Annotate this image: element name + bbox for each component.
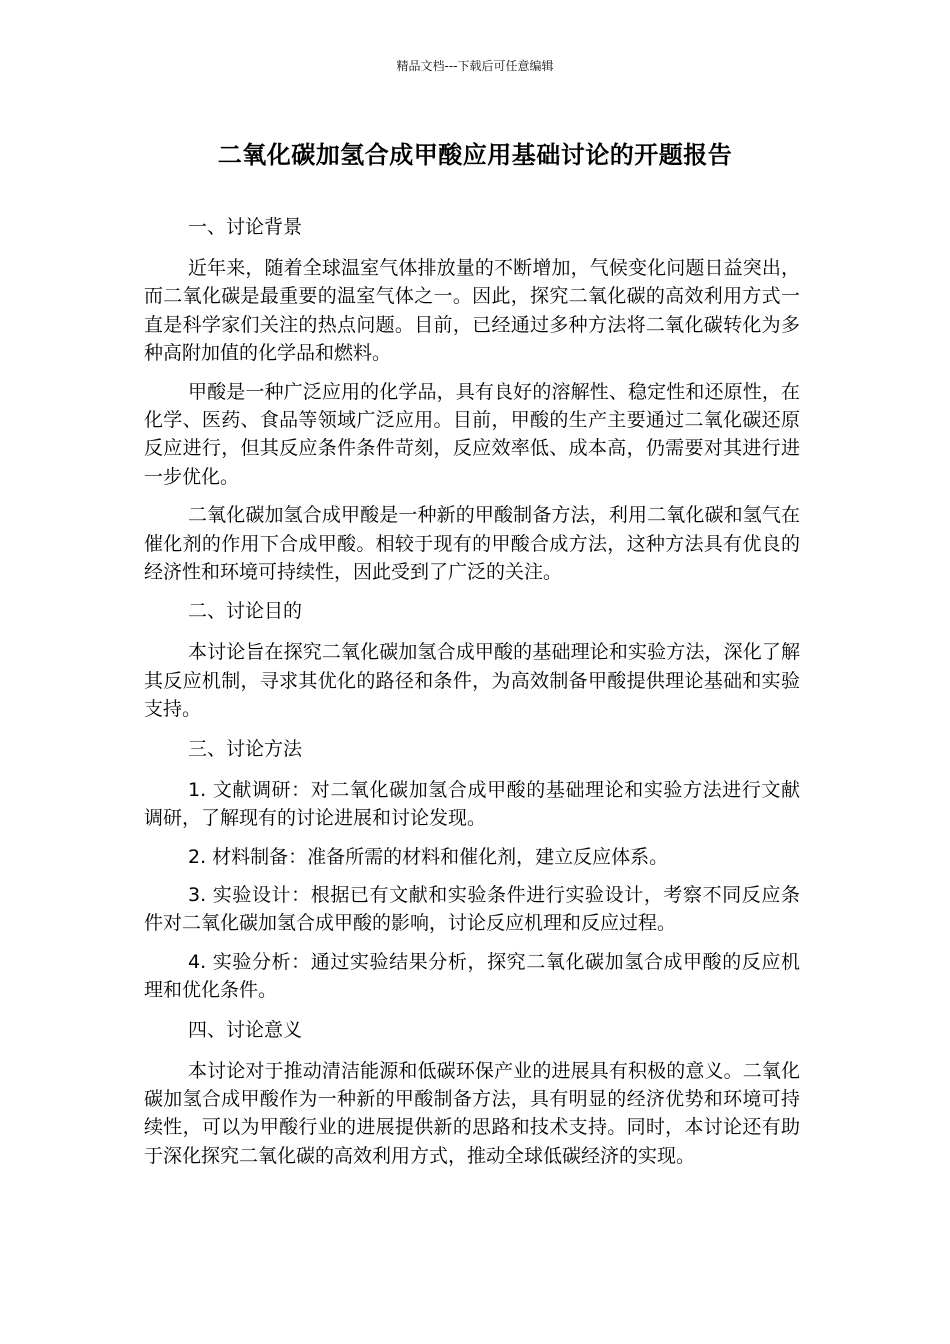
- section-heading-purpose: 二、讨论目的: [188, 600, 303, 623]
- method-item: 3. 实验设计：根据已有文献和实验条件进行实验设计，考察不同反应条件对二氧化碳加氢合成甲酸的影响，讨论反应机理和反应过程。: [144, 883, 800, 935]
- header-note: 精品文档---下载后可任意编辑: [396, 59, 554, 73]
- section-heading-methods: 三、讨论方法: [188, 737, 303, 760]
- section-heading-significance: 四、讨论意义: [188, 1018, 303, 1041]
- paragraph: 本讨论对于推动清洁能源和低碳环保产业的进展具有积极的意义。二氧化碳加氢合成甲酸作为一种新的甲酸制备方法，具有明显的经济优势和环境可持续性，可以为甲酸行业的进展提供新的思路和技术支持。同时，本讨论还有助于深化探究二氧化碳的高效利用方式，推动全球低碳经济的实现。: [144, 1059, 800, 1167]
- document-body: [144, 212, 800, 1170]
- document-title: 二氧化碳加氢合成甲酸应用基础讨论的开题报告: [217, 141, 733, 169]
- method-item: 1. 文献调研：对二氧化碳加氢合成甲酸的基础理论和实验方法进行文献调研，了解现有的讨论进展和讨论发现。: [144, 778, 800, 830]
- paragraph: 本讨论旨在探究二氧化碳加氢合成甲酸的基础理论和实验方法，深化了解其反应机制，寻求其优化的路径和条件，为高效制备甲酸提供理论基础和实验支持。: [144, 641, 800, 721]
- paragraph: 二氧化碳加氢合成甲酸是一种新的甲酸制备方法，利用二氧化碳和氢气在催化剂的作用下合成甲酸。相较于现有的甲酸合成方法，这种方法具有优良的经济性和环境可持续性，因此受到了广泛的关注。: [144, 504, 800, 584]
- paragraph: 甲酸是一种广泛应用的化学品，具有良好的溶解性、稳定性和还原性，在化学、医药、食品等领域广泛应用。目前，甲酸的生产主要通过二氧化碳还原反应进行，但其反应条件条件苛刻，反应效率低、成本高，仍需要对其进行进一步优化。: [144, 380, 800, 488]
- paragraph: 近年来，随着全球温室气体排放量的不断增加，气候变化问题日益突出，而二氧化碳是最重要的温室气体之一。因此，探究二氧化碳的高效利用方式一直是科学家们关注的热点问题。目前，已经通过多种方法将二氧化碳转化为多种高附加值的化学品和燃料。: [144, 257, 800, 365]
- section-heading-background: 一、讨论背景: [188, 216, 303, 238]
- method-item: 2. 材料制备：准备所需的材料和催化剂，建立反应体系。: [188, 845, 669, 868]
- method-item: 4. 实验分析：通过实验结果分析，探究二氧化碳加氢合成甲酸的反应机理和优化条件。: [144, 950, 800, 1002]
